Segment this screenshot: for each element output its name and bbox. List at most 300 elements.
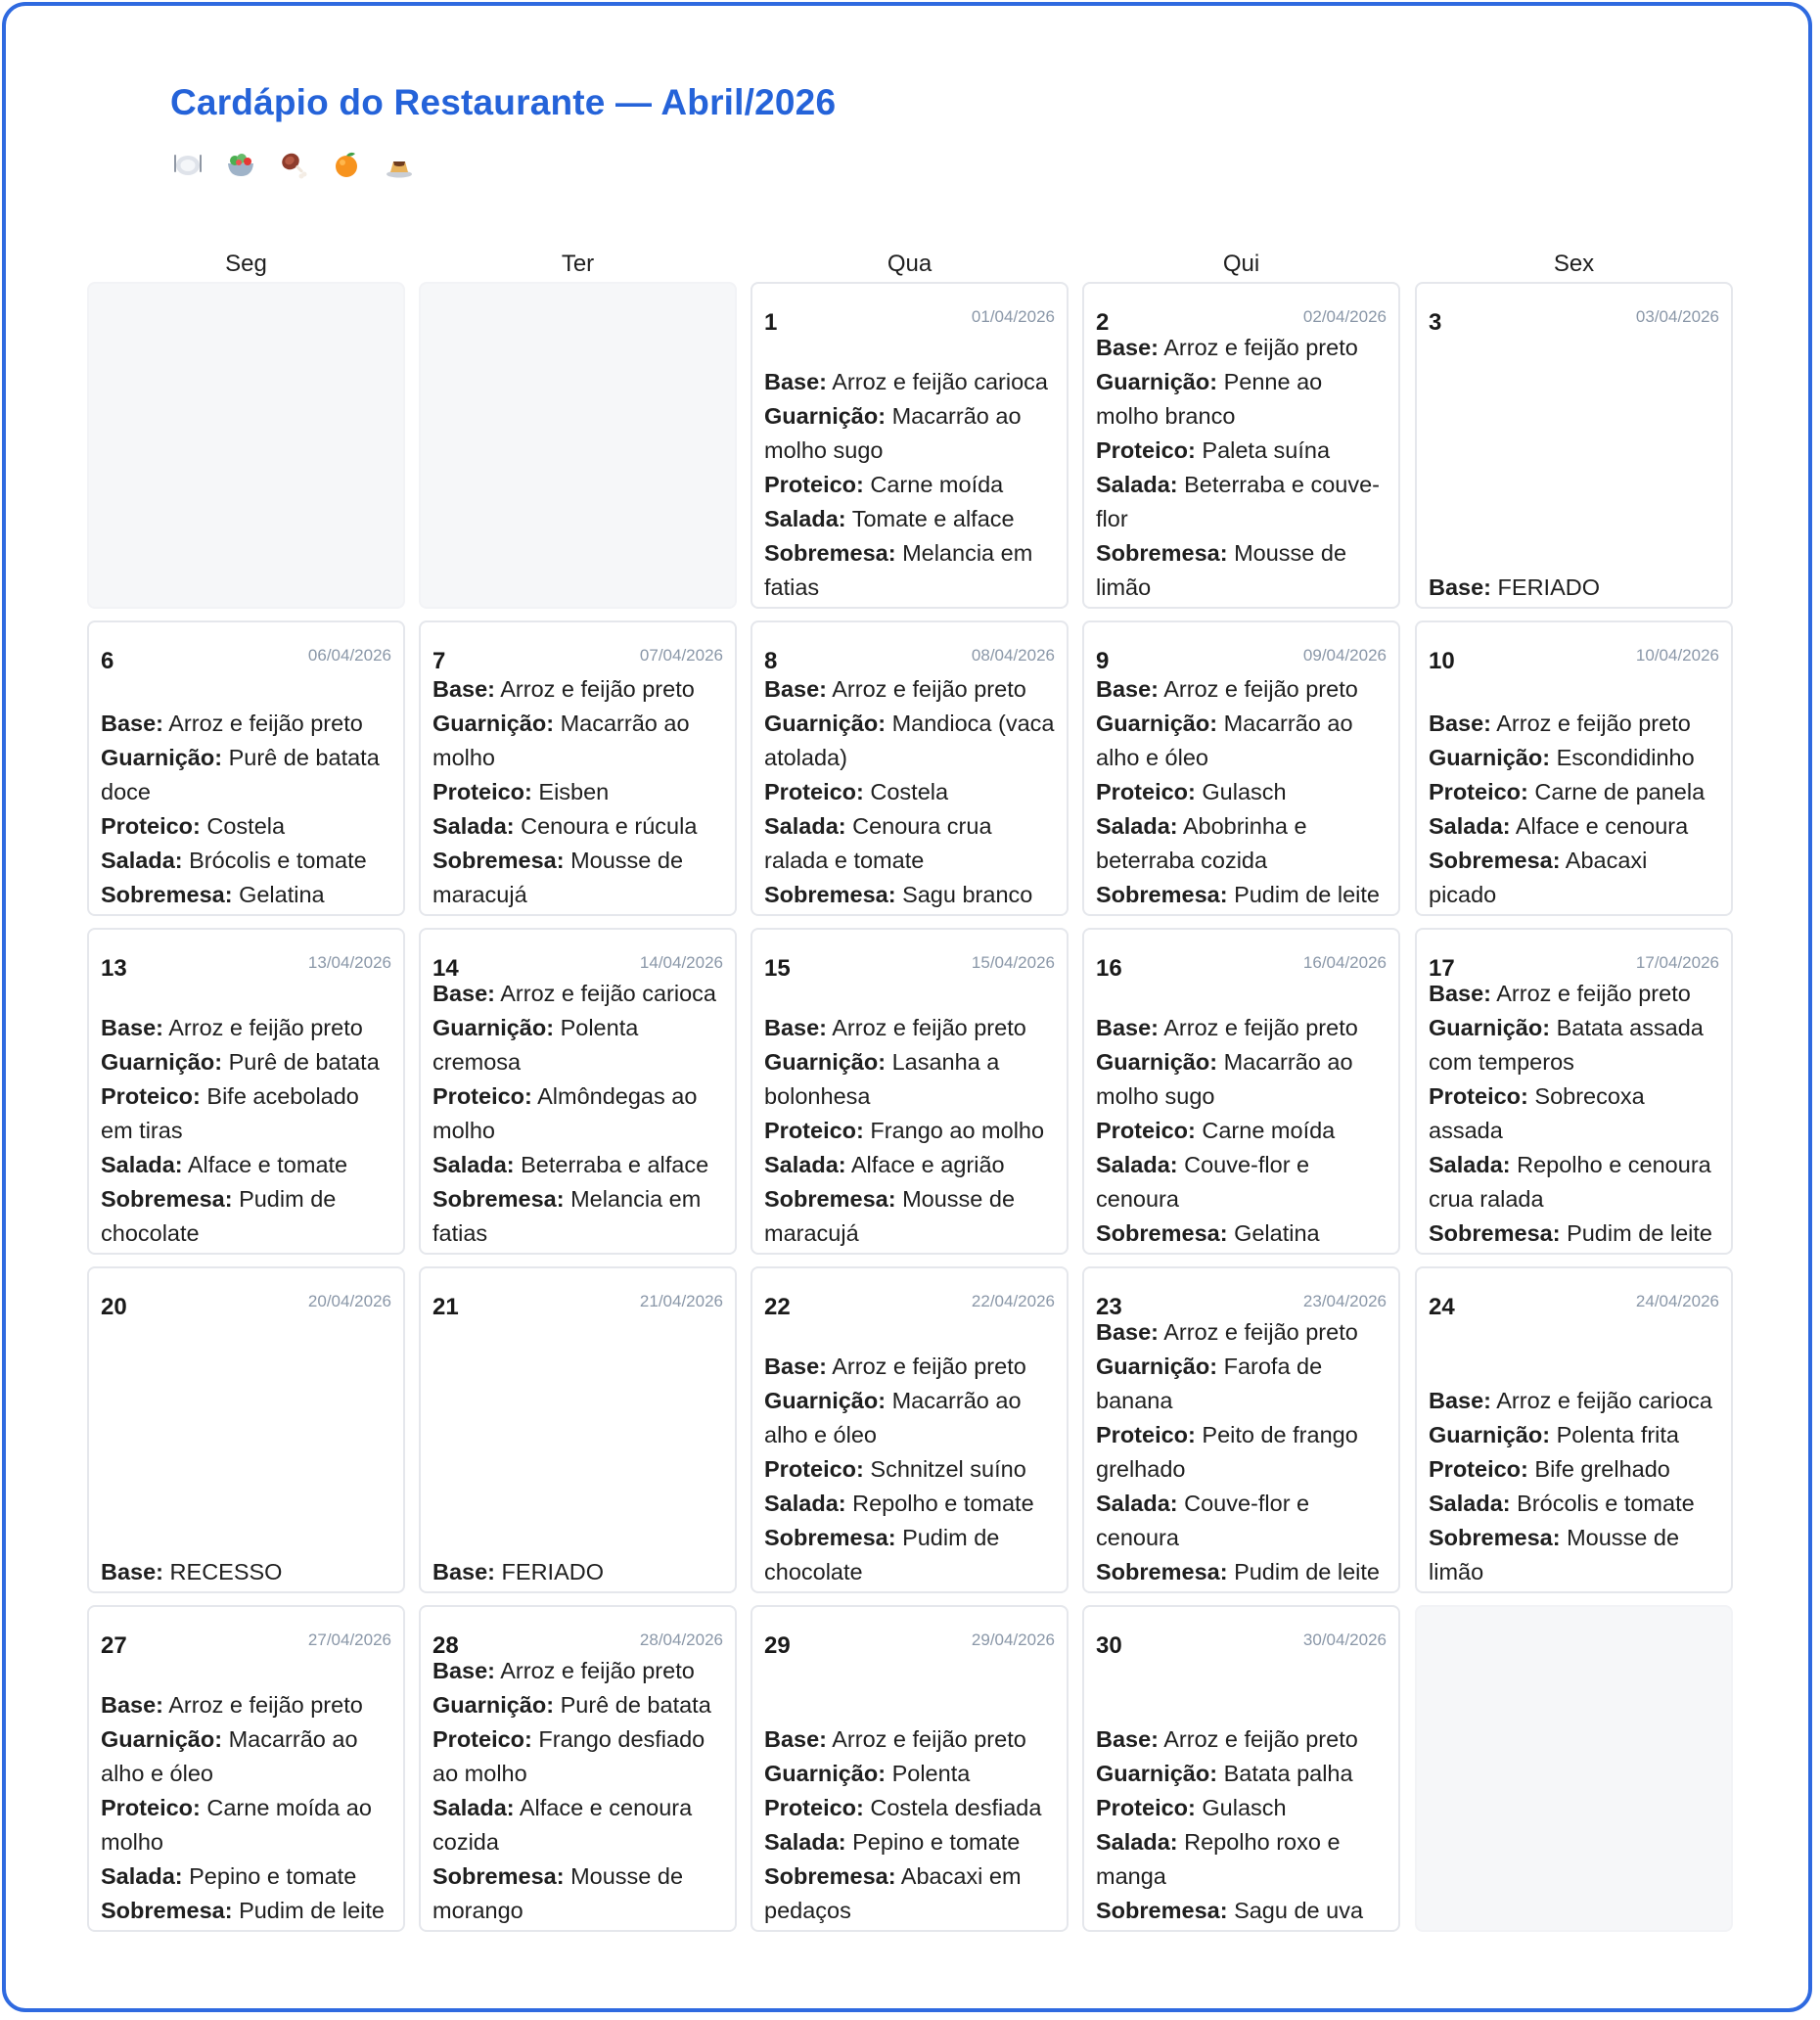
orange-icon bbox=[331, 149, 362, 180]
menu-salada-value: Cenoura crua ralada e tomate bbox=[764, 813, 992, 873]
menu-base-value: Arroz e feijão preto bbox=[1163, 335, 1358, 360]
menu-base-label: Base: bbox=[1096, 1319, 1160, 1345]
menu-list bbox=[101, 1555, 393, 1589]
menu-sobremesa-value: Pudim de chocolate bbox=[101, 1186, 337, 1246]
menu-guarnicao bbox=[101, 741, 393, 809]
menu-base-label: Base: bbox=[764, 1354, 828, 1379]
menu-salada-value: Alface e tomate bbox=[187, 1152, 348, 1177]
menu-proteico bbox=[764, 1452, 1057, 1487]
menu-guarnicao-label: Guarnição: bbox=[1096, 711, 1218, 736]
day-number: 15 bbox=[764, 955, 791, 982]
menu-base-label: Base: bbox=[101, 1692, 164, 1718]
day-date: 14/04/2026 bbox=[639, 953, 723, 972]
meat-icon bbox=[278, 149, 309, 180]
calendar-day-cell bbox=[751, 1605, 1069, 1932]
menu-sobremesa-value: Mousse de maracujá bbox=[764, 1186, 1016, 1246]
menu-base-label: Base: bbox=[432, 676, 496, 702]
menu-proteico-value: Gulasch bbox=[1202, 1795, 1287, 1820]
menu-proteico-label: Proteico: bbox=[1096, 1795, 1196, 1820]
menu-base-label: Base: bbox=[101, 711, 164, 736]
menu-guarnicao bbox=[1429, 1011, 1721, 1079]
day-date: 22/04/2026 bbox=[971, 1292, 1055, 1310]
day-date: 20/04/2026 bbox=[307, 1292, 391, 1310]
menu-salada-label: Salada: bbox=[764, 506, 846, 531]
menu-sobremesa-value: Sagu de uva bbox=[1234, 1898, 1364, 1923]
menu-sobremesa bbox=[1096, 1894, 1388, 1928]
calendar-day-cell bbox=[419, 1266, 737, 1593]
menu-guarnicao-label: Guarnição: bbox=[1096, 1761, 1218, 1786]
menu-guarnicao bbox=[1429, 741, 1721, 775]
menu-list bbox=[764, 1722, 1057, 1928]
menu-salada-value: Couve-flor e cenoura bbox=[1096, 1152, 1310, 1212]
menu-salada-value: Alface e agrião bbox=[850, 1152, 1005, 1177]
menu-proteico bbox=[432, 1079, 725, 1148]
calendar-day-cell bbox=[1415, 282, 1733, 609]
menu-sobremesa-label: Sobremesa: bbox=[1096, 1898, 1228, 1923]
menu-list bbox=[101, 707, 393, 912]
menu-base-label: Base: bbox=[101, 1015, 164, 1040]
menu-list bbox=[1096, 331, 1388, 605]
menu-base-label: Base: bbox=[1096, 676, 1160, 702]
calendar-day-cell bbox=[87, 1605, 405, 1932]
menu-salada-value: Repolho e cenoura crua ralada bbox=[1429, 1152, 1711, 1212]
menu-base-label: Base: bbox=[1429, 574, 1492, 600]
menu-base bbox=[764, 365, 1057, 399]
menu-salada-value: Couve-flor e cenoura bbox=[1096, 1491, 1310, 1550]
menu-guarnicao-value: Polenta cremosa bbox=[432, 1015, 639, 1075]
menu-list bbox=[101, 1688, 393, 1928]
menu-sobremesa-value: Pudim de leite bbox=[1567, 1220, 1712, 1246]
calendar-grid bbox=[87, 282, 1733, 1932]
menu-salada bbox=[1096, 1487, 1388, 1555]
menu-base bbox=[432, 672, 725, 707]
menu-base bbox=[1429, 571, 1721, 605]
menu-list bbox=[764, 365, 1057, 605]
menu-base-value: FERIADO bbox=[501, 1559, 605, 1584]
menu-guarnicao bbox=[432, 1011, 725, 1079]
menu-proteico-value: Gulasch bbox=[1202, 779, 1287, 804]
menu-base-value: Arroz e feijão preto bbox=[832, 1015, 1026, 1040]
menu-base-value: Arroz e feijão preto bbox=[832, 1354, 1026, 1379]
menu-salada bbox=[1096, 1825, 1388, 1894]
menu-list bbox=[432, 1555, 725, 1589]
menu-base bbox=[1429, 977, 1721, 1011]
menu-base-label: Base: bbox=[432, 1658, 496, 1683]
menu-sobremesa-label: Sobremesa: bbox=[1429, 1525, 1561, 1550]
menu-proteico-value: Paleta suína bbox=[1202, 437, 1331, 463]
menu-salada bbox=[101, 1148, 393, 1182]
menu-sobremesa-label: Sobremesa: bbox=[101, 1898, 233, 1923]
menu-salada-label: Salada: bbox=[764, 1829, 846, 1855]
menu-sobremesa-value: Mousse de limão bbox=[1096, 540, 1347, 600]
menu-base-value: Arroz e feijão carioca bbox=[500, 981, 716, 1006]
menu-sobremesa-value: Pudim de leite bbox=[1234, 882, 1380, 907]
menu-guarnicao-value: Purê de batata bbox=[228, 1049, 380, 1075]
day-date: 29/04/2026 bbox=[971, 1630, 1055, 1649]
weekday-sex: Sex bbox=[1553, 251, 1595, 277]
menu-list bbox=[1096, 1315, 1388, 1589]
menu-guarnicao-value: Purê de batata doce bbox=[101, 745, 380, 804]
menu-sobremesa bbox=[1096, 1555, 1388, 1589]
day-date: 10/04/2026 bbox=[1635, 646, 1719, 665]
menu-salada-value: Repolho roxo e manga bbox=[1096, 1829, 1341, 1889]
menu-guarnicao bbox=[1096, 1757, 1388, 1791]
menu-base-label: Base: bbox=[764, 1015, 828, 1040]
menu-guarnicao-label: Guarnição: bbox=[764, 403, 887, 429]
day-date: 16/04/2026 bbox=[1302, 953, 1387, 972]
menu-guarnicao-label: Guarnição: bbox=[1096, 1354, 1218, 1379]
menu-base bbox=[1429, 1384, 1721, 1418]
menu-salada bbox=[764, 1487, 1057, 1521]
menu-guarnicao-value: Macarrão ao alho e óleo bbox=[1096, 711, 1353, 770]
menu-list bbox=[764, 1350, 1057, 1589]
day-number: 10 bbox=[1429, 648, 1455, 674]
menu-salada-value: Abobrinha e beterraba cozida bbox=[1096, 813, 1307, 873]
menu-guarnicao-value: Batata palha bbox=[1223, 1761, 1353, 1786]
menu-salada-label: Salada: bbox=[1429, 1491, 1511, 1516]
menu-sobremesa-value: Pudim de leite bbox=[239, 1898, 385, 1923]
menu-proteico-label: Proteico: bbox=[1096, 1422, 1196, 1447]
menu-base-value: Arroz e feijão preto bbox=[1496, 981, 1691, 1006]
menu-proteico-value: Costela bbox=[870, 779, 949, 804]
menu-proteico-value: Peito de frango grelhado bbox=[1096, 1422, 1358, 1482]
menu-salada bbox=[1429, 809, 1721, 844]
menu-base-value: Arroz e feijão preto bbox=[500, 1658, 695, 1683]
menu-base bbox=[432, 1654, 725, 1688]
menu-proteico-value: Eisben bbox=[538, 779, 610, 804]
menu-guarnicao bbox=[1429, 1418, 1721, 1452]
menu-proteico bbox=[101, 1791, 393, 1859]
menu-salada bbox=[432, 809, 725, 844]
day-number: 13 bbox=[101, 955, 127, 982]
menu-proteico bbox=[764, 1791, 1057, 1825]
menu-proteico-label: Proteico: bbox=[101, 1795, 201, 1820]
menu-guarnicao-label: Guarnição: bbox=[1429, 1422, 1551, 1447]
menu-salada bbox=[764, 809, 1057, 878]
menu-sobremesa-label: Sobremesa: bbox=[1096, 882, 1228, 907]
menu-proteico-label: Proteico: bbox=[764, 1118, 864, 1143]
menu-base-value: Arroz e feijão carioca bbox=[1496, 1388, 1712, 1413]
menu-salada-value: Tomate e alface bbox=[851, 506, 1015, 531]
day-number: 23 bbox=[1096, 1294, 1122, 1320]
menu-proteico bbox=[764, 1114, 1057, 1148]
menu-proteico-value: Costela bbox=[206, 813, 286, 839]
menu-salada bbox=[764, 502, 1057, 536]
menu-guarnicao bbox=[1096, 365, 1388, 434]
menu-guarnicao bbox=[101, 1045, 393, 1079]
menu-guarnicao-value: Polenta frita bbox=[1556, 1422, 1679, 1447]
menu-list bbox=[764, 672, 1057, 912]
menu-base-value: Arroz e feijão preto bbox=[832, 1726, 1026, 1752]
day-date: 01/04/2026 bbox=[971, 307, 1055, 326]
menu-sobremesa bbox=[1429, 1217, 1721, 1251]
day-number: 3 bbox=[1429, 309, 1442, 336]
menu-base-label: Base: bbox=[764, 1726, 828, 1752]
menu-sobremesa-label: Sobremesa: bbox=[1096, 1220, 1228, 1246]
menu-proteico-label: Proteico: bbox=[1096, 437, 1196, 463]
menu-base bbox=[764, 1350, 1057, 1384]
menu-proteico-value: Sobrecoxa assada bbox=[1429, 1083, 1645, 1143]
menu-sobremesa bbox=[764, 1521, 1057, 1589]
menu-list bbox=[432, 977, 725, 1251]
day-date: 27/04/2026 bbox=[307, 1630, 391, 1649]
menu-base-label: Base: bbox=[101, 1559, 164, 1584]
menu-guarnicao-label: Guarnição: bbox=[432, 1015, 555, 1040]
menu-guarnicao-value: Penne ao molho branco bbox=[1096, 369, 1323, 429]
menu-salada-label: Salada: bbox=[1096, 472, 1178, 497]
calendar-empty-cell bbox=[419, 282, 737, 609]
menu-list bbox=[1429, 977, 1721, 1251]
menu-guarnicao-value: Escondidinho bbox=[1556, 745, 1695, 770]
menu-base bbox=[101, 1688, 393, 1722]
menu-sobremesa-label: Sobremesa: bbox=[1096, 1559, 1228, 1584]
page-title: Cardápio do Restaurante — Abril/2026 bbox=[170, 82, 837, 122]
day-date: 07/04/2026 bbox=[639, 646, 723, 665]
calendar-day-cell bbox=[87, 1266, 405, 1593]
menu-salada-value: Brócolis e tomate bbox=[1517, 1491, 1695, 1516]
menu-base bbox=[1096, 331, 1388, 365]
menu-list bbox=[1429, 1384, 1721, 1589]
calendar-day-cell bbox=[419, 620, 737, 916]
menu-sobremesa-value: Mousse de morango bbox=[432, 1863, 684, 1923]
menu-salada-value: Alface e cenoura bbox=[1515, 813, 1689, 839]
menu-proteico-label: Proteico: bbox=[764, 1795, 864, 1820]
menu-sobremesa bbox=[101, 1182, 393, 1251]
menu-salada-value: Cenoura e rúcula bbox=[521, 813, 698, 839]
menu-base-label: Base: bbox=[1429, 711, 1492, 736]
menu-base bbox=[1096, 1315, 1388, 1350]
menu-base-value: Arroz e feijão preto bbox=[1163, 676, 1358, 702]
menu-list bbox=[1096, 1011, 1388, 1251]
menu-base bbox=[101, 707, 393, 741]
menu-base bbox=[101, 1011, 393, 1045]
plate-icon bbox=[172, 149, 204, 180]
menu-base bbox=[101, 1555, 393, 1589]
menu-guarnicao-value: Batata assada com temperos bbox=[1429, 1015, 1704, 1075]
menu-sobremesa-label: Sobremesa: bbox=[432, 848, 565, 873]
menu-guarnicao-label: Guarnição: bbox=[764, 1388, 887, 1413]
menu-base-value: Arroz e feijão preto bbox=[1496, 711, 1691, 736]
menu-sobremesa-label: Sobremesa: bbox=[101, 1186, 233, 1212]
menu-proteico bbox=[432, 1722, 725, 1791]
weekday-seg: Seg bbox=[225, 251, 267, 277]
menu-salada bbox=[1096, 809, 1388, 878]
menu-salada-value: Beterraba e alface bbox=[521, 1152, 709, 1177]
menu-guarnicao-value: Macarrão ao alho e óleo bbox=[101, 1726, 358, 1786]
menu-base-value: Arroz e feijão preto bbox=[1163, 1726, 1358, 1752]
menu-sobremesa-value: Pudim de chocolate bbox=[764, 1525, 1000, 1584]
day-number: 16 bbox=[1096, 955, 1122, 982]
menu-sobremesa-value: Melancia em fatias bbox=[432, 1186, 702, 1246]
menu-sobremesa-label: Sobremesa: bbox=[1429, 1220, 1561, 1246]
day-number: 1 bbox=[764, 309, 778, 336]
menu-proteico-value: Carne de panela bbox=[1534, 779, 1706, 804]
menu-sobremesa-value: Abacaxi picado bbox=[1429, 848, 1648, 907]
menu-guarnicao bbox=[764, 1757, 1057, 1791]
menu-salada-value: Beterraba e couve-flor bbox=[1096, 472, 1380, 531]
menu-sobremesa bbox=[764, 1182, 1057, 1251]
menu-sobremesa-label: Sobremesa: bbox=[764, 1186, 896, 1212]
day-number: 27 bbox=[101, 1632, 127, 1659]
menu-guarnicao-label: Guarnição: bbox=[1096, 369, 1218, 394]
menu-guarnicao-label: Guarnição: bbox=[764, 711, 887, 736]
menu-sobremesa-value: Abacaxi em pedaços bbox=[764, 1863, 1022, 1923]
menu-guarnicao-value: Macarrão ao molho bbox=[432, 711, 690, 770]
calendar-empty-cell bbox=[87, 282, 405, 609]
menu-sobremesa-value: Melancia em fatias bbox=[764, 540, 1033, 600]
menu-proteico bbox=[101, 809, 393, 844]
day-date: 30/04/2026 bbox=[1302, 1630, 1387, 1649]
menu-guarnicao-value: Macarrão ao alho e óleo bbox=[764, 1388, 1022, 1447]
menu-sobremesa-label: Sobremesa: bbox=[764, 1525, 896, 1550]
day-number: 22 bbox=[764, 1294, 791, 1320]
menu-proteico-value: Frango ao molho bbox=[870, 1118, 1045, 1143]
calendar-day-cell bbox=[751, 282, 1069, 609]
menu-guarnicao-value: Lasanha a bolonhesa bbox=[764, 1049, 1000, 1109]
menu-salada-label: Salada: bbox=[1096, 813, 1178, 839]
menu-guarnicao-value: Farofa de banana bbox=[1096, 1354, 1323, 1413]
calendar-day-cell bbox=[751, 620, 1069, 916]
day-date: 13/04/2026 bbox=[307, 953, 391, 972]
menu-base bbox=[432, 977, 725, 1011]
menu-sobremesa bbox=[764, 1859, 1057, 1928]
menu-proteico bbox=[764, 775, 1057, 809]
menu-salada bbox=[1096, 468, 1388, 536]
calendar-day-cell bbox=[1082, 282, 1400, 609]
menu-base-value: RECESSO bbox=[169, 1559, 283, 1584]
menu-salada bbox=[101, 1859, 393, 1894]
menu-sobremesa-label: Sobremesa: bbox=[1429, 848, 1561, 873]
calendar-day-cell bbox=[751, 1266, 1069, 1593]
day-number: 29 bbox=[764, 1632, 791, 1659]
menu-salada-label: Salada: bbox=[432, 1152, 515, 1177]
menu-proteico-value: Schnitzel suíno bbox=[870, 1456, 1026, 1482]
menu-list bbox=[1429, 571, 1721, 605]
menu-salada bbox=[1429, 1148, 1721, 1217]
calendar-day-cell bbox=[1415, 620, 1733, 916]
menu-sobremesa bbox=[432, 1182, 725, 1251]
menu-guarnicao-label: Guarnição: bbox=[764, 1761, 887, 1786]
menu-sobremesa-label: Sobremesa: bbox=[432, 1863, 565, 1889]
menu-sobremesa-value: Gelatina bbox=[239, 882, 325, 907]
menu-proteico-value: Almôndegas ao molho bbox=[432, 1083, 698, 1143]
menu-base bbox=[1096, 1011, 1388, 1045]
menu-base bbox=[764, 1722, 1057, 1757]
menu-salada-label: Salada: bbox=[1429, 813, 1511, 839]
menu-salada-value: Brócolis e tomate bbox=[189, 848, 367, 873]
day-number: 7 bbox=[432, 648, 446, 674]
menu-base-value: Arroz e feijão preto bbox=[500, 676, 695, 702]
menu-salada-label: Salada: bbox=[764, 1491, 846, 1516]
menu-guarnicao bbox=[432, 707, 725, 775]
menu-proteico-value: Carne moída ao molho bbox=[101, 1795, 372, 1855]
calendar-day-cell bbox=[751, 928, 1069, 1255]
day-date: 02/04/2026 bbox=[1302, 307, 1387, 326]
menu-salada-value: Repolho e tomate bbox=[852, 1491, 1034, 1516]
menu-salada-label: Salada: bbox=[1096, 1152, 1178, 1177]
menu-proteico bbox=[1429, 1452, 1721, 1487]
menu-guarnicao-value: Mandioca (vaca atolada) bbox=[764, 711, 1055, 770]
menu-salada-label: Salada: bbox=[1096, 1829, 1178, 1855]
day-number: 14 bbox=[432, 955, 459, 982]
menu-proteico-label: Proteico: bbox=[1429, 1456, 1528, 1482]
menu-proteico-value: Bife grelhado bbox=[1534, 1456, 1670, 1482]
menu-list bbox=[1096, 1722, 1388, 1928]
day-date: 24/04/2026 bbox=[1635, 1292, 1719, 1310]
menu-salada-value: Alface e cenoura cozida bbox=[432, 1795, 693, 1855]
menu-proteico-value: Frango desfiado ao molho bbox=[432, 1726, 705, 1786]
menu-sobremesa-value: Pudim de leite bbox=[1234, 1559, 1380, 1584]
menu-proteico-label: Proteico: bbox=[432, 1726, 532, 1752]
menu-sobremesa bbox=[764, 536, 1057, 605]
menu-sobremesa bbox=[432, 844, 725, 912]
menu-salada-value: Pepino e tomate bbox=[189, 1863, 357, 1889]
menu-guarnicao bbox=[1096, 1350, 1388, 1418]
menu-list bbox=[764, 1011, 1057, 1251]
menu-guarnicao bbox=[764, 399, 1057, 468]
menu-proteico bbox=[1096, 434, 1388, 468]
menu-proteico-label: Proteico: bbox=[764, 472, 864, 497]
menu-list bbox=[1429, 707, 1721, 912]
menu-sobremesa-value: Sagu branco bbox=[902, 882, 1033, 907]
calendar-day-cell bbox=[1082, 620, 1400, 916]
menu-proteico-value: Carne moída bbox=[1202, 1118, 1336, 1143]
menu-proteico-label: Proteico: bbox=[432, 779, 532, 804]
menu-proteico bbox=[1096, 1418, 1388, 1487]
menu-salada bbox=[764, 1825, 1057, 1859]
menu-proteico-value: Costela desfiada bbox=[870, 1795, 1042, 1820]
menu-salada-label: Salada: bbox=[101, 1863, 183, 1889]
day-date: 06/04/2026 bbox=[307, 646, 391, 665]
day-date: 23/04/2026 bbox=[1302, 1292, 1387, 1310]
menu-proteico bbox=[764, 468, 1057, 502]
menu-base-label: Base: bbox=[432, 981, 496, 1006]
menu-base-value: Arroz e feijão preto bbox=[168, 1015, 363, 1040]
menu-sobremesa bbox=[764, 878, 1057, 912]
menu-proteico-label: Proteico: bbox=[764, 1456, 864, 1482]
calendar-day-cell bbox=[419, 1605, 737, 1932]
menu-proteico bbox=[101, 1079, 393, 1148]
day-number: 30 bbox=[1096, 1632, 1122, 1659]
menu-salada-label: Salada: bbox=[764, 813, 846, 839]
menu-proteico-label: Proteico: bbox=[101, 813, 201, 839]
calendar-day-cell bbox=[1415, 1266, 1733, 1593]
menu-sobremesa bbox=[1096, 536, 1388, 605]
menu-guarnicao-label: Guarnição: bbox=[432, 1692, 555, 1718]
menu-base-label: Base: bbox=[1096, 335, 1160, 360]
menu-guarnicao bbox=[764, 1384, 1057, 1452]
menu-base bbox=[1429, 707, 1721, 741]
day-number: 21 bbox=[432, 1294, 459, 1320]
menu-sobremesa-value: Mousse de limão bbox=[1429, 1525, 1680, 1584]
day-date: 17/04/2026 bbox=[1635, 953, 1719, 972]
menu-list bbox=[1096, 672, 1388, 912]
menu-proteico-label: Proteico: bbox=[1096, 1118, 1196, 1143]
menu-salada-label: Salada: bbox=[432, 1795, 515, 1820]
menu-proteico-label: Proteico: bbox=[101, 1083, 201, 1109]
menu-proteico-label: Proteico: bbox=[1096, 779, 1196, 804]
menu-guarnicao bbox=[101, 1722, 393, 1791]
menu-salada-label: Salada: bbox=[1429, 1152, 1511, 1177]
menu-proteico-value: Bife acebolado em tiras bbox=[101, 1083, 359, 1143]
menu-list bbox=[432, 672, 725, 912]
menu-guarnicao-value: Macarrão ao molho sugo bbox=[1096, 1049, 1353, 1109]
calendar-day-cell bbox=[87, 928, 405, 1255]
day-date: 21/04/2026 bbox=[639, 1292, 723, 1310]
menu-base-value: FERIADO bbox=[1497, 574, 1601, 600]
day-number: 6 bbox=[101, 648, 114, 674]
menu-guarnicao-label: Guarnição: bbox=[1096, 1049, 1218, 1075]
